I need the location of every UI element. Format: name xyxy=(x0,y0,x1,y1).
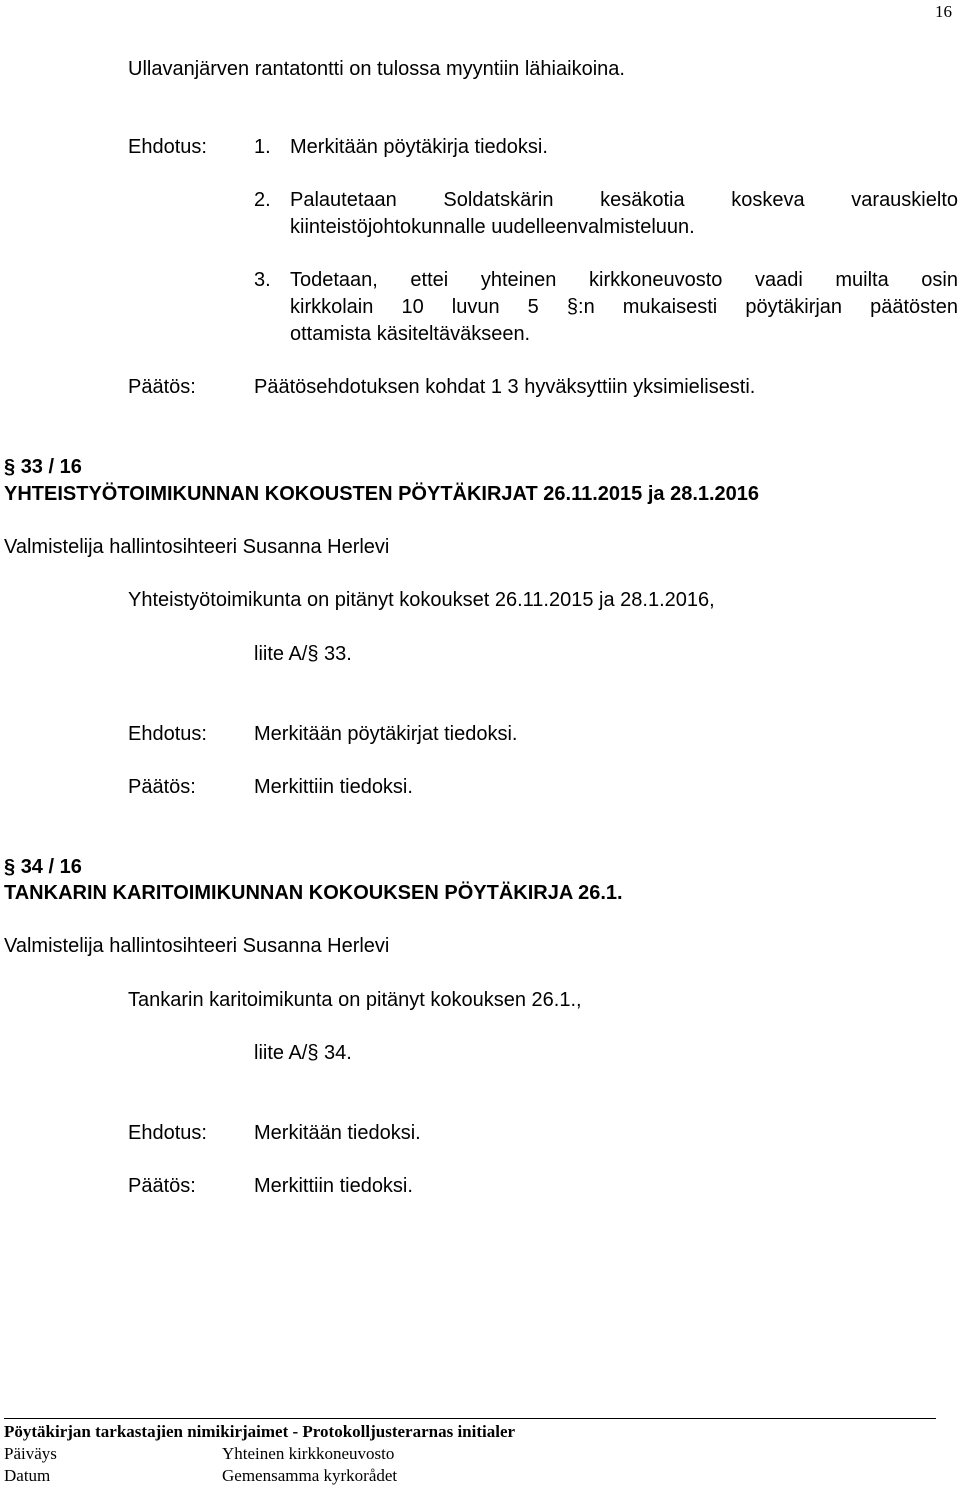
decision-label: Päätös: xyxy=(128,376,196,398)
section-33-proposal-label: Ehdotus: xyxy=(128,723,207,745)
section-34-body: Tankarin karitoimikunta on pitänyt kokouksen 26.1., xyxy=(128,989,582,1011)
section-33-heading xyxy=(4,455,82,479)
section-symbol: § xyxy=(4,456,16,478)
section-34-number: 34 / 16 xyxy=(20,856,82,878)
proposal-label: Ehdotus: xyxy=(128,136,207,158)
section-34-attachment: liite A/§ 34. xyxy=(254,1042,352,1064)
section-34-decision-label: Päätös: xyxy=(128,1175,196,1197)
section-34-heading xyxy=(4,855,82,879)
decision-text: Päätösehdotuksen kohdat 1 3 hyväksyttiin yksimielisesti. xyxy=(254,376,756,398)
section-34-preparer: Valmistelija hallintosihteeri Susanna Herlevi xyxy=(4,935,390,957)
footer-org-sv: Gemensamma kyrkorådet xyxy=(222,1466,398,1485)
section-33-decision: Merkittiin tiedoksi. xyxy=(254,776,413,798)
proposal-1-text: Merkitään pöytäkirja tiedoksi. xyxy=(290,136,548,158)
footer-date-fi: Päiväys xyxy=(4,1444,57,1463)
section-33-title: YHTEISTYÖTOIMIKUNNAN KOKOUSTEN PÖYTÄKIRJAT 26.11.2015 ja 28.1.2016 xyxy=(4,483,760,505)
proposal-2-line-2: kiinteistöjohtokunnalle uudelleenvalmisteluun. xyxy=(290,216,695,238)
proposal-3-line-3: ottamista käsiteltäväkseen. xyxy=(290,323,531,345)
proposal-2-line-1: Palautetaan Soldatskärin kesäkotia koskeva varauskielto xyxy=(290,189,958,211)
footer-org-fi: Yhteinen kirkkoneuvosto xyxy=(222,1444,395,1463)
section-34-title: TANKARIN KARITOIMIKUNNAN KOKOUKSEN PÖYTÄKIRJA 26.1. xyxy=(4,882,623,904)
section-33-preparer: Valmistelija hallintosihteeri Susanna Herlevi xyxy=(4,536,390,558)
section-34-proposal-label: Ehdotus: xyxy=(128,1122,207,1144)
proposal-2-number: 2. xyxy=(254,189,271,211)
section-symbol: § xyxy=(4,856,16,878)
proposal-3-number: 3. xyxy=(254,269,271,291)
proposal-1-number: 1. xyxy=(254,136,271,158)
proposal-3-line-2: kirkkolain 10 luvun 5 §:n mukaisesti pöytäkirjan päätösten xyxy=(290,296,958,318)
section-33-number: 33 / 16 xyxy=(20,456,82,478)
section-34-decision: Merkittiin tiedoksi. xyxy=(254,1175,413,1197)
footer-date-sv: Datum xyxy=(4,1466,51,1485)
page-number: 16 xyxy=(935,2,952,21)
section-33-attachment: liite A/§ 33. xyxy=(254,643,352,665)
footer-divider xyxy=(4,1418,936,1419)
section-33-proposal: Merkitään pöytäkirjat tiedoksi. xyxy=(254,723,518,745)
section-33-decision-label: Päätös: xyxy=(128,776,196,798)
intro-text: Ullavanjärven rantatontti on tulossa myyntiin lähiaikoina. xyxy=(128,58,625,80)
footer-signatures: Pöytäkirjan tarkastajien nimikirjaimet - Protokolljusterarnas initialer xyxy=(4,1422,516,1441)
proposal-3-line-1: Todetaan, ettei yhteinen kirkkoneuvosto vaadi muilta osin xyxy=(290,269,958,291)
section-34-proposal: Merkitään tiedoksi. xyxy=(254,1122,421,1144)
section-33-body: Yhteistyötoimikunta on pitänyt kokoukset 26.11.2015 ja 28.1.2016, xyxy=(128,589,715,611)
